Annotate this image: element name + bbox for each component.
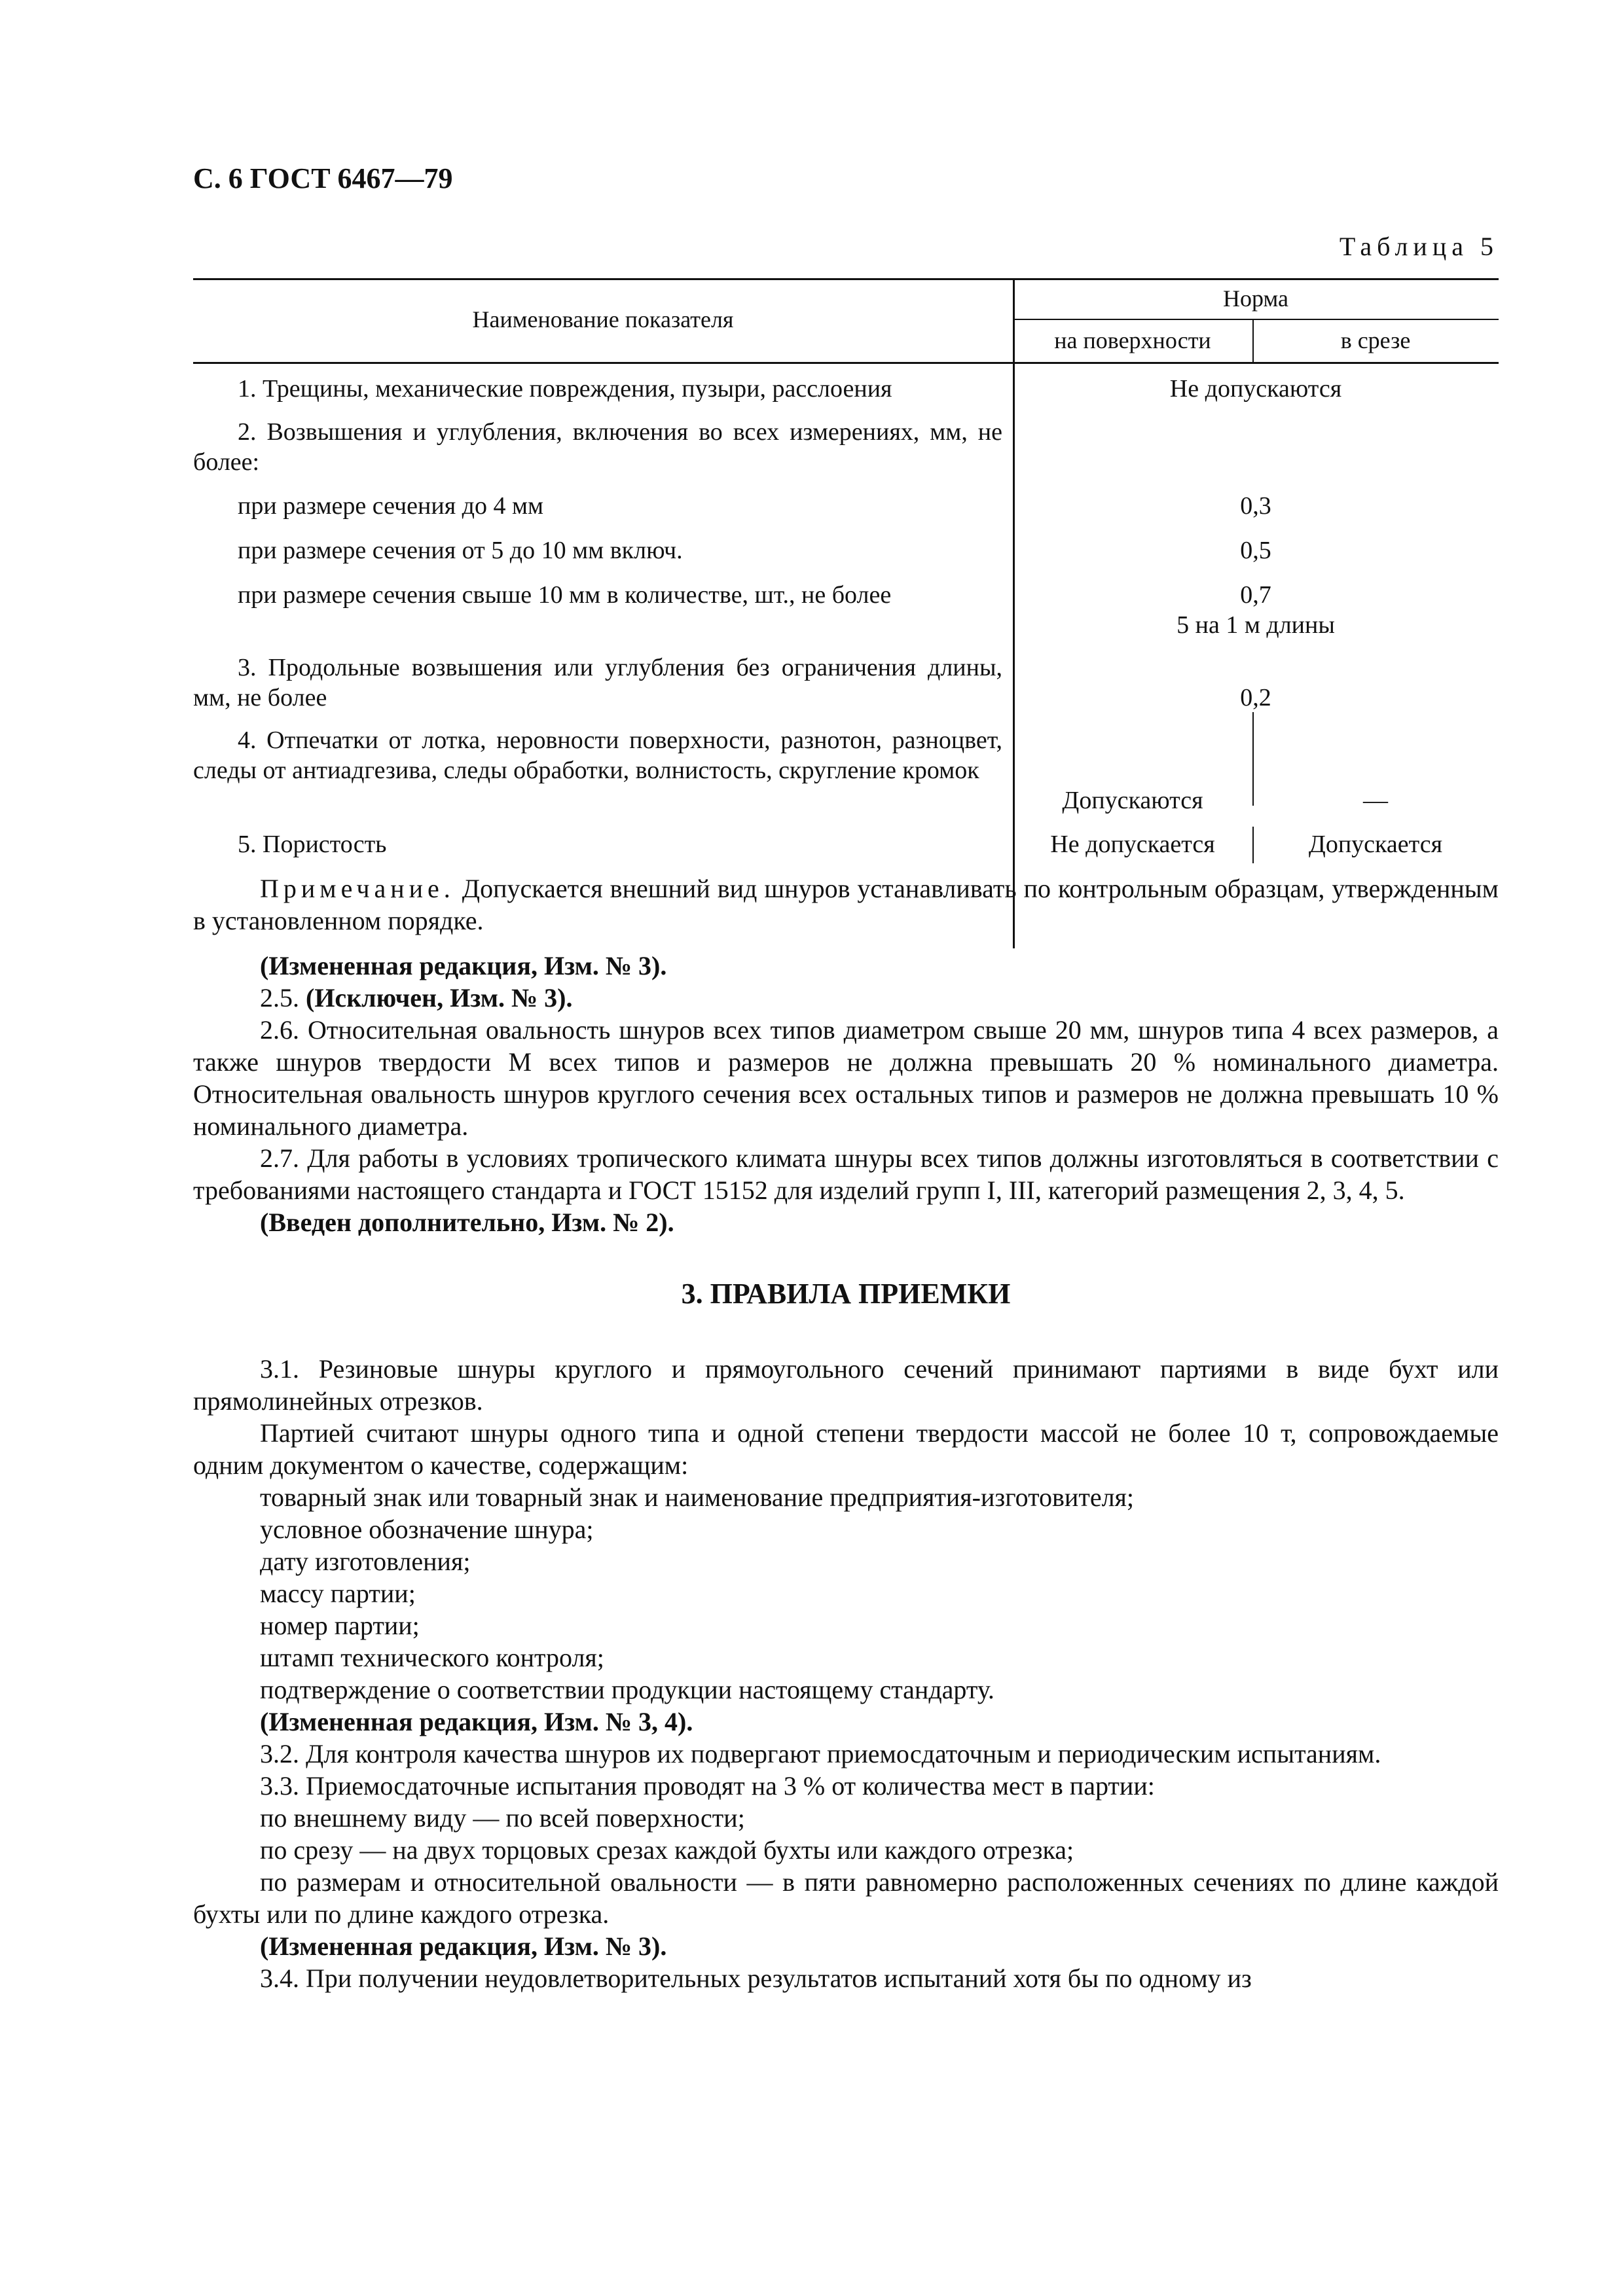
table-row-cut: — (1363, 787, 1388, 814)
table-caption: Таблица 5 (1339, 232, 1499, 261)
table-note: Примечание. Допускается внешний вид шнуров устанавливать по контрольным образцам, утвержденным в установленном порядке. (193, 874, 1499, 935)
table-row-value-quantity: 5 на 1 м длины (1176, 611, 1335, 639)
table-row-value: 0,7 (1240, 581, 1271, 609)
list-item: товарный знак или товарный знак и наименование предприятия-изготовителя; (260, 1482, 1135, 1512)
table-row-surface: Не допускается (1050, 831, 1215, 858)
table-row-cut: Допускается (1308, 831, 1443, 858)
table-row-value: 0,2 (1240, 684, 1271, 711)
table-row-value: 0,3 (1240, 492, 1271, 520)
page-header: С. 6 ГОСТ 6467—79 (193, 162, 453, 194)
table-top-rule (193, 278, 1499, 280)
table-row-value: Не допускаются (1169, 375, 1342, 403)
table-row-name: 5. Пористость (238, 831, 387, 858)
clause-2-6: 2.6. Относительная овальность шнуров всех типов диаметром свыше 20 мм, шнуров типа 4 всех размеров, а также шнуров твердости М всех типов и размеров не должна превышать 20 % номинального диаметра. Относительная овальность шнуров круглого сечения всех остальных типов и размеров не должна превышать 10 % номинального диаметра. (193, 1015, 1499, 1141)
table-header-rule (193, 362, 1499, 364)
table-row-name: 4. Отпечатки от лотка, неровности поверхности, разнотон, разноцвет, следы от антиадгезива, следы обработки, волнистость, скругление кромок (193, 726, 1002, 784)
header-cut: в срезе (1340, 327, 1411, 353)
list-item: штамп технического контроля; (260, 1643, 604, 1672)
table-row-name: при размере сечения до 4 мм (238, 492, 544, 520)
table-row-name: 3. Продольные возвышения или углубления без ограничения длины, мм, не более (193, 654, 1002, 711)
table-row-name: 1. Трещины, механические повреждения, пузыри, расслоения (238, 375, 892, 403)
amendment-note: (Введен дополнительно, Изм. № 2). (260, 1208, 674, 1237)
list-item: условное обозначение шнура; (260, 1515, 594, 1544)
list-item: номер партии; (260, 1611, 420, 1640)
clause-3-4: 3.4. При получении неудовлетворительных результатов испытаний хотя бы по одному из (260, 1964, 1252, 1993)
table-row-name: при размере сечения свыше 10 мм в количестве, шт., не более (238, 581, 892, 609)
header-norm: Норма (1223, 285, 1288, 312)
clause-2-7: 2.7. Для работы в условиях тропического климата шнуры всех типов должны изготовляться в соответствии с требованиями настоящего стандарта и ГОСТ 15152 для изделий групп I, III, категорий размещения 2, 3, 4, 5. (193, 1143, 1499, 1205)
list-item: подтверждение о соответствии продукции настоящему стандарту. (260, 1675, 994, 1704)
amendment-note: (Измененная редакция, Изм. № 3, 4). (260, 1707, 693, 1736)
table-row-name: при размере сечения от 5 до 10 мм включ. (238, 537, 683, 564)
list-item: дату изготовления; (260, 1547, 471, 1576)
clause-3-3-sizes: по размерам и относительной овальности — в пяти равномерно расположенных сечениях по длине каждой бухты или по длине каждого отрезка. (193, 1867, 1499, 1929)
list-item: массу партии; (260, 1579, 416, 1608)
body-text (193, 872, 1499, 1994)
clause-3-1: 3.1. Резиновые шнуры круглого и прямоугольного сечений принимают партиями в виде бухт или прямолинейных отрезков. (193, 1354, 1499, 1416)
clause-2-5: 2.5. (Исключен, Изм. № 3). (260, 983, 573, 1013)
amendment-note: (Измененная редакция, Изм. № 3). (260, 1931, 667, 1961)
norm-header-rule (1013, 319, 1499, 320)
table-row-value: 0,5 (1240, 537, 1271, 564)
list-item: по внешнему виду — по всей поверхности; (260, 1803, 745, 1833)
section-title: 3. ПРАВИЛА ПРИЕМКИ (681, 1278, 1011, 1310)
table-row-surface: Допускаются (1062, 787, 1203, 814)
list-item: по срезу — на двух торцовых срезах каждой бухты или каждого отрезка; (260, 1835, 1074, 1865)
table-row-name: 2. Возвышения и углубления, включения во всех измерениях, мм, не более: (193, 418, 1002, 476)
amendment-note: (Измененная редакция, Изм. № 3). (260, 951, 667, 980)
header-indicator-name: Наименование показателя (472, 306, 734, 332)
header-surface: на поверхности (1054, 327, 1211, 353)
clause-3-1-batch: Партией считают шнуры одного типа и одной степени твердости массой не более 10 т, сопровождаемые одним документом о качестве, содержащим: (193, 1418, 1499, 1480)
clause-3-2: 3.2. Для контроля качества шнуров их подвергают приемосдаточным и периодическим испытаниям. (260, 1739, 1381, 1768)
clause-3-3: 3.3. Приемосдаточные испытания проводят на 3 % от количества мест в партии: (260, 1771, 1155, 1801)
